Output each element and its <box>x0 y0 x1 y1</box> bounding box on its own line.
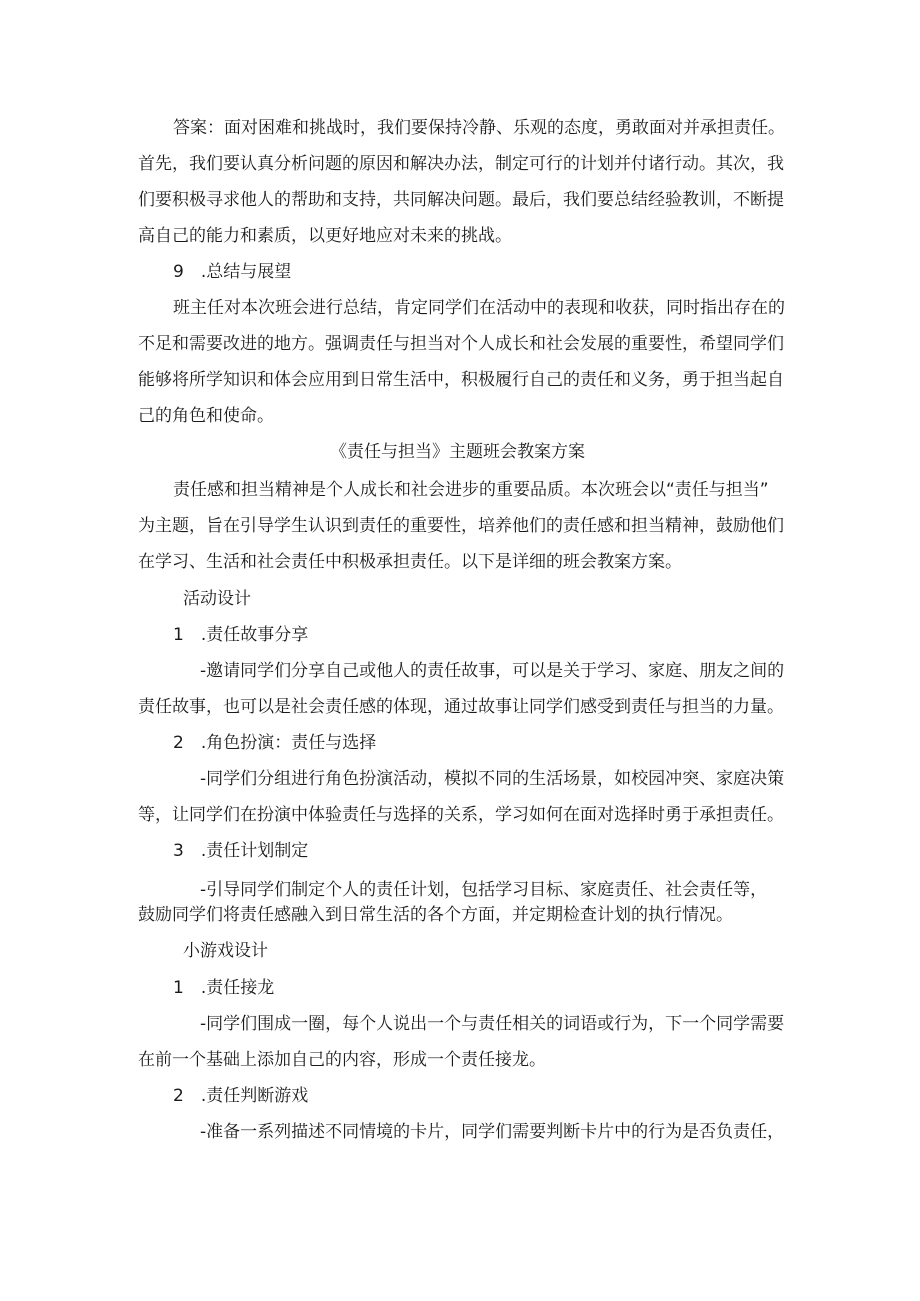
intro-paragraph-line-3: 在学习、生活和社会责任中积极承担责任。以下是详细的班会教案方案。 <box>138 552 682 572</box>
summary-paragraph-line-1: 班主任对本次班会进行总结，肯定同学们在活动中的表现和收获，同时指出存在的 <box>173 298 785 318</box>
activity-item-3-heading: 3 .责任计划制定 <box>173 841 309 861</box>
game-item-1-line-1: -同学们围成一圈，每个人说出一个与责任相关的词语或行为，下一个同学需要 <box>200 1014 785 1034</box>
activity-item-1-line-2: 责任故事，也可以是社会责任感的体现，通过故事让同学们感受到责任与担当的力量。 <box>138 697 784 717</box>
activity-item-1-line-1: -邀请同学们分享自己或他人的责任故事，可以是关于学习、家庭、朋友之间的 <box>200 661 785 681</box>
answer-paragraph-line-2: 首先，我们要认真分析问题的原因和解决办法，制定可行的计划并付诸行动。其次，我 <box>138 154 784 174</box>
activity-item-1-heading: 1 .责任故事分享 <box>173 625 309 645</box>
activity-item-2-heading: 2 .角色扮演：责任与选择 <box>173 733 377 753</box>
answer-paragraph-line-4: 高自己的能力和素质，以更好地应对未来的挑战。 <box>138 226 512 246</box>
game-item-1-line-2: 在前一个基础上添加自己的内容，形成一个责任接龙。 <box>138 1050 546 1070</box>
game-item-2-line-1: -准备一系列描述不同情境的卡片，同学们需要判断卡片中的行为是否负责任， <box>200 1122 785 1142</box>
summary-paragraph-line-3: 能够将所学知识和体会应用到日常生活中，积极履行自己的责任和义务，勇于担当起自 <box>138 370 784 390</box>
answer-paragraph-line-1: 答案：面对困难和挑战时，我们要保持冷静、乐观的态度，勇敢面对并承担责任。 <box>173 118 785 138</box>
activity-item-3-line-1: -引导同学们制定个人的责任计划，包括学习目标、家庭责任、社会责任等， <box>200 880 768 900</box>
activity-item-3-line-2: 鼓励同学们将责任感融入到日常生活的各个方面，并定期检查计划的执行情况。 <box>138 905 733 925</box>
game-item-1-heading: 1 .责任接龙 <box>173 978 275 998</box>
activity-item-2-line-2: 等，让同学们在扮演中体验责任与选择的关系，学习如何在面对选择时勇于承担责任。 <box>138 805 784 825</box>
intro-paragraph-line-2: 为主题，旨在引导学生认识到责任的重要性，培养他们的责任感和担当精神，鼓励他们 <box>138 516 784 536</box>
summary-paragraph-line-4: 己的角色和使命。 <box>138 406 274 426</box>
section-heading-summary: 9 .总结与展望 <box>173 262 292 282</box>
document-title: 《责任与担当》主题班会教案方案 <box>330 442 585 462</box>
intro-paragraph-line-1: 责任感和担当精神是个人成长和社会进步的重要品质。本次班会以“责任与担当” <box>173 480 769 500</box>
activity-item-2-line-1: -同学们分组进行角色扮演活动，模拟不同的生活场景，如校园冲突、家庭决策 <box>200 769 785 789</box>
answer-paragraph-line-3: 们要积极寻求他人的帮助和支持，共同解决问题。最后，我们要总结经验教训，不断提 <box>138 190 784 210</box>
section-heading-activity: 活动设计 <box>183 589 251 609</box>
section-heading-games: 小游戏设计 <box>183 941 268 961</box>
summary-paragraph-line-2: 不足和需要改进的地方。强调责任与担当对个人成长和社会发展的重要性，希望同学们 <box>138 334 784 354</box>
game-item-2-heading: 2 .责任判断游戏 <box>173 1086 309 1106</box>
